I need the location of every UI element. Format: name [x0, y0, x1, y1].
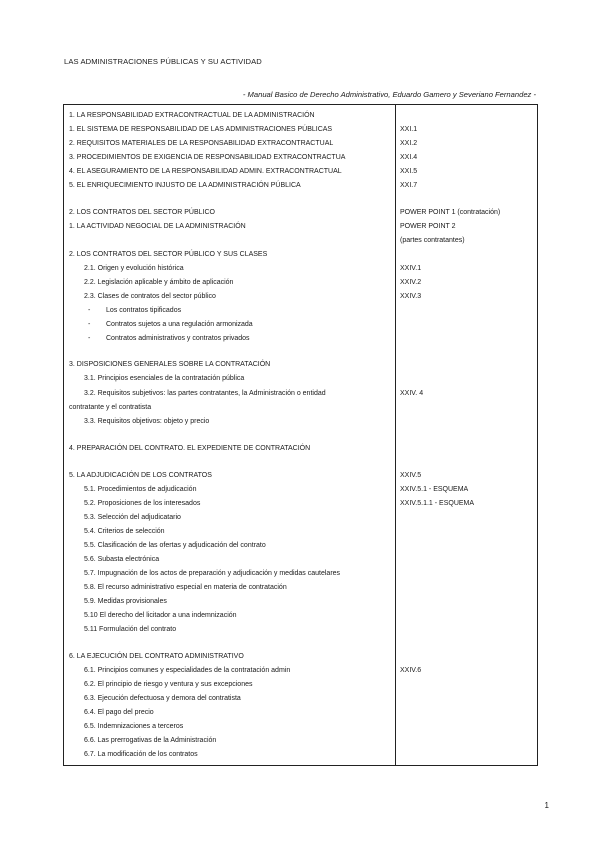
table-row: 5.3. Selección del adjudicatario: [84, 514, 181, 521]
table-row: 5.4. Criterios de selección: [84, 528, 165, 535]
table-row: 4. PREPARACIÓN DEL CONTRATO. EL EXPEDIENTE DE CONTRATACIÓN: [69, 445, 311, 452]
table-row: 4. EL ASEGURAMIENTO DE LA RESPONSABILIDAD ADMIN. EXTRACONTRACTUAL XXI.5: [69, 168, 418, 175]
table-row: 5.2. Proposiciones de los interesados XXIV.5.1.1 - ESQUEMA: [84, 500, 475, 507]
table-row: 5. LA ADJUDICACIÓN DE LOS CONTRATOS XXIV.5: [69, 472, 422, 479]
table-row: 3.3. Requisitos objetivos: objeto y precio: [84, 418, 210, 425]
table-row: 2. LOS CONTRATOS DEL SECTOR PÚBLICO Y SUS CLASES: [69, 251, 268, 258]
table-row: 2. REQUISITOS MATERIALES DE LA RESPONSABILIDAD EXTRACONTRACTUAL XXI.2: [69, 140, 418, 147]
table-row: 5.7. Impugnación de los actos de preparación y adjudicación y medidas cautelares: [84, 570, 341, 577]
table-row: 5.11 Formulación del contrato: [84, 626, 177, 633]
table-row: 5.1. Procedimientos de adjudicación XXIV.5.1 - ESQUEMA: [84, 486, 469, 493]
table-row: 3. DISPOSICIONES GENERALES SOBRE LA CONTRATACIÓN: [69, 361, 271, 368]
table-row: 6.4. El pago del precio: [84, 709, 154, 716]
table-row: - Contratos administrativos y contratos privados: [64, 332, 537, 345]
document-source: - Manual Basico de Derecho Administrativo, Eduardo Gamero y Severiano Fernandez -: [242, 90, 536, 99]
table-row: 3.2. Requisitos subjetivos: las partes contratantes, la Administración o entidad XXIV. 4: [84, 390, 424, 397]
page-number: 1: [544, 801, 549, 810]
table-row: 2.3. Clases de contratos del sector público XXIV.3: [84, 293, 422, 300]
table-row: 6.2. El principio de riesgo y ventura y sus excepciones: [84, 681, 253, 688]
table-row: - Los contratos tipificados: [64, 304, 537, 317]
table-row: 1. LA RESPONSABILIDAD EXTRACONTRACTUAL DE LA ADMINISTRACIÓN: [69, 112, 315, 119]
table-row: 5.5. Clasificación de las ofertas y adjudicación del contrato: [84, 542, 266, 549]
table-row: 3. PROCEDIMIENTOS DE EXIGENCIA DE RESPONSABILIDAD EXTRACONTRACTUA XXI.4: [69, 154, 418, 161]
table-row: 5.8. El recurso administrativo especial en materia de contratación: [84, 584, 287, 591]
table-row: 2.2. Legislación aplicable y ámbito de aplicación XXIV.2: [84, 279, 422, 286]
table-row: 1. LA ACTIVIDAD NEGOCIAL DE LA ADMINISTRACIÓN POWER POINT 2: [69, 223, 456, 230]
table-row: 3.1. Principios esenciales de la contratación pública: [84, 375, 245, 382]
table-row: 5.10 El derecho del licitador a una indemnización: [84, 612, 237, 619]
table-row: 1. EL SISTEMA DE RESPONSABILIDAD DE LAS ADMINISTRACIONES PÚBLICAS XXI.1: [69, 126, 418, 133]
table-row: 5.6. Subasta electrónica: [84, 556, 160, 563]
table-row: - Contratos sujetos a una regulación armonizada: [64, 318, 537, 331]
table-row: 5.9. Medidas provisionales: [84, 598, 167, 605]
table-row: 6.7. La modificación de los contratos: [84, 751, 198, 758]
table-row: 2.1. Origen y evolución histórica XXIV.1: [84, 265, 422, 272]
table-row: (partes contratantes): [400, 237, 465, 244]
syllabus-table: [63, 104, 538, 766]
table-row: 6. LA EJECUCIÓN DEL CONTRATO ADMINISTRATIVO: [69, 653, 244, 660]
table-row: 5. EL ENRIQUECIMIENTO INJUSTO DE LA ADMINISTRACIÓN PÚBLICA XXI.7: [69, 182, 418, 189]
document-title: LAS ADMINISTRACIONES PÚBLICAS Y SU ACTIVIDAD: [64, 57, 262, 66]
table-row: 2. LOS CONTRATOS DEL SECTOR PÚBLICO POWER POINT 1 (contratación): [69, 209, 501, 216]
table-row: contratante y el contratista: [69, 404, 152, 411]
table-row: 6.5. Indemnizaciones a terceros: [84, 723, 184, 730]
table-row: 6.1. Principios comunes y especialidades de la contratación admin XXIV.6: [84, 667, 422, 674]
table-row: 6.6. Las prerrogativas de la Administración: [84, 737, 217, 744]
table-row: 6.3. Ejecución defectuosa y demora del contratista: [84, 695, 241, 702]
